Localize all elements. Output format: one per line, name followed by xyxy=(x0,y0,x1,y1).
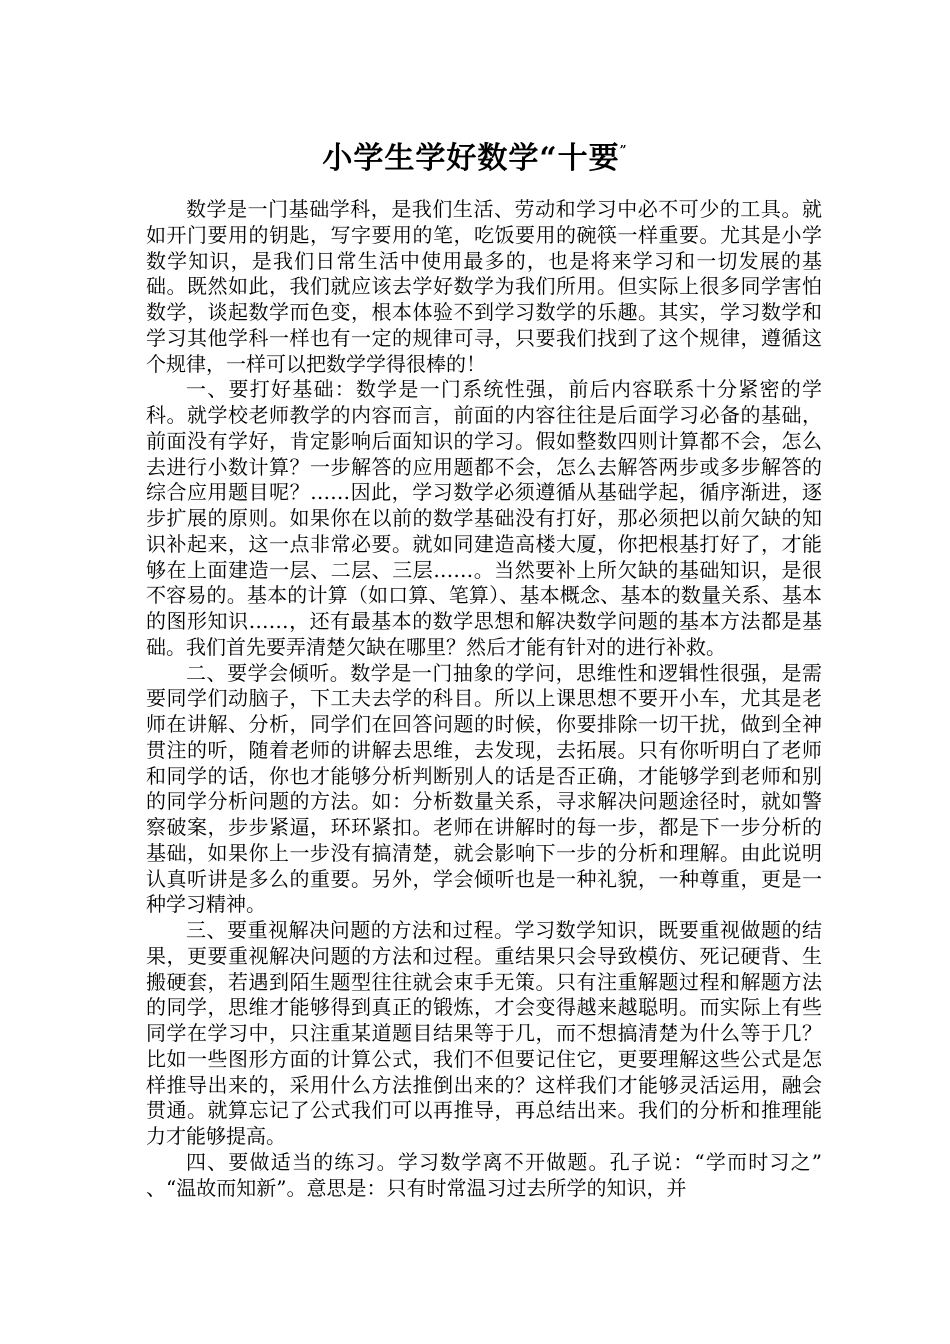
title-text: 小学生学好数学“十要 xyxy=(322,141,620,176)
document-title xyxy=(0,128,950,181)
paragraph-point-2: 二、要学会倾听。数学是一门抽象的学问，思维性和逻辑性很强，是需要同学们动脑子，下工夫去学的科目。所以上课思想不要开小车，尤其是老师在讲解、分析，同学们在回答问题的时候，你要排除一切干扰，做到全神贯注的听，随着老师的讲解去思维，去发现，去拓展。只有你听明白了老师和同学的话，你也才能够分析判断别人的话是否正确，才能够学到老师和别的同学分析问题的方法。如：分析数量关系，寻求解决问题途径时，就如警察破案，步步紧逼，环环紧扣。老师在讲解时的每一步，都是下一步分析的基础，如果你上一步没有搞清楚，就会影响下一步的分析和理解。由此说明认真听讲是多么的重要。另外，学会倾听也是一种礼貌，一种尊重，更是一种学习精神。 xyxy=(146,660,822,917)
paragraph-point-4: 四、要做适当的练习。学习数学离不开做题。孔子说：“学而时习之” 、“温故而知新”。意思是：只有时常温习过去所学的知识，并 xyxy=(146,1149,822,1200)
title-closing-quote: ” xyxy=(619,143,628,157)
paragraph-point-1: 一、要打好基础：数学是一门系统性强，前后内容联系十分紧密的学科。就学校老师教学的内容而言，前面的内容往往是后面学习必备的基础，前面没有学好，肯定影响后面知识的学习。假如整数四则计算都不会，怎么去进行小数计算？一步解答的应用题都不会，怎么去解答两步或多步解答的综合应用题目呢？……因此，学习数学必须遵循从基础学起，循序渐进，逐步扩展的原则。如果你在以前的数学基础没有打好，那必须把以前欠缺的知识补起来，这一点非常必要。就如同建造高楼大厦，你把根基打好了，才能够在上面建造一层、二层、三层……。当然要补上所欠缺的基础知识，是很不容易的。基本的计算（如口算、笔算）、基本概念、基本的数量关系、基本的图形知识……，还有最基本的数学思想和解决数学问题的基本方法都是基础。我们首先要弄清楚欠缺在哪里？然后才能有针对的进行补救。 xyxy=(146,377,822,659)
intro-paragraph: 数学是一门基础学科，是我们生活、劳动和学习中必不可少的工具。就如开门要用的钥匙，写字要用的笔，吃饭要用的碗筷一样重要。尤其是小学数学知识，是我们日常生活中使用最多的，也是将来学习和一切发展的基础。既然如此，我们就应该去学好数学为我们所用。但实际上很多同学害怕数学，谈起数学而色变，根本体验不到学习数学的乐趣。其实，学习数学和学习其他学科一样也有一定的规律可寻，只要我们找到了这个规律，遵循这个规律，一样可以把数学学得很棒的！ xyxy=(146,197,822,376)
paragraph-point-3: 三、要重视解决问题的方法和过程。学习数学知识，既要重视做题的结果，更要重视解决问题的方法和过程。重结果只会导致模仿、死记硬背、生搬硬套，若遇到陌生题型往往就会束手无策。只有注重解题过程和解题方法的同学，思维才能够得到真正的锻炼，才会变得越来越聪明。而实际上有些同学在学习中，只注重某道题目结果等于几，而不想搞清楚为什么等于几？比如一些图形方面的计算公式，我们不但要记住它，更要理解这些公式是怎样推导出来的，采用什么方法推倒出来的？这样我们才能够灵活运用，融会贯通。就算忘记了公式我们可以再推导，再总结出来。我们的分析和推理能力才能够提高。 xyxy=(146,918,822,1148)
document-body xyxy=(146,197,822,1201)
